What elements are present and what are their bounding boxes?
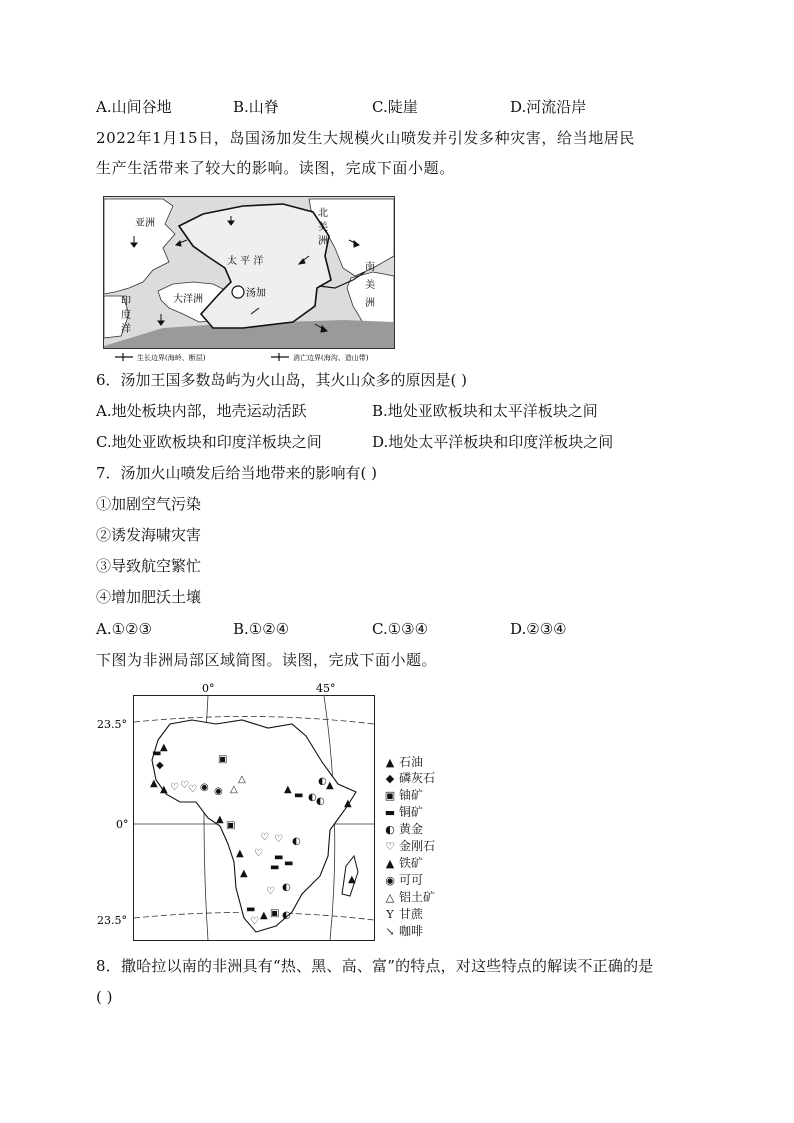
legend-diamond: ♡ 金刚石 [385,839,436,853]
q7-item-3: ③导致航空繁忙 [96,557,202,575]
q7-option-d: D.②③④ [510,620,567,638]
svg-text:♡: ♡ [274,834,283,845]
q7-option-b: B.①②④ [233,620,290,638]
svg-text:◐: ◐ [292,836,301,847]
diamond-icon: ♡ [385,840,395,853]
legend-uranium: ▣ 铀矿 [384,788,424,802]
label-oceania: 大洋洲 [173,294,203,305]
svg-text:▲: ▲ [216,814,224,825]
legend-copper: ▬ 铜矿 [384,805,424,819]
svg-text:▣: ▣ [226,820,236,831]
svg-text:▣: ▣ [270,908,280,919]
q6-option-c: C.地处亚欧板块和印度洋板块之间 [96,433,322,451]
q7-item-1: ①加剧空气污染 [96,495,202,513]
uranium-icon: ▣ [384,789,396,802]
svg-text:♡: ♡ [188,784,197,795]
q8-stem-line2: ( ) [96,988,113,1006]
intro-tonga-line2: 生产生活带来了较大的影响。读图，完成下面小题。 [96,159,455,177]
svg-text:▲: ▲ [160,784,168,795]
svg-text:◐: ◐ [282,882,291,893]
copper-icon: ▬ [384,806,396,819]
label-south-america-3: 洲 [365,298,375,309]
legend-coffee: ↘ 咖啡 [385,924,424,938]
q7-item-4: ④增加肥沃土壤 [96,588,202,606]
iron-icon: ▲ [385,857,395,870]
svg-text:▬: ▬ [274,852,284,863]
label-asia: 亚洲 [135,218,155,229]
label-south-america-2: 美 [365,280,375,291]
sugarcane-icon: Y [386,908,394,921]
svg-text:▲: ▲ [344,798,352,809]
q5-option-b: B.山脊 [233,98,279,116]
plate-map [103,196,395,368]
q5-option-d: D.河流沿岸 [510,98,587,116]
cocoa-icon: ◉ [385,874,395,887]
label-lon-45: 45° [316,682,336,695]
svg-text:◐: ◐ [308,792,317,803]
tonga-marker [232,286,244,298]
label-north-america-1: 北 [318,208,328,219]
q7-item-2: ②诱发海啸灾害 [96,526,202,544]
svg-text:♡: ♡ [180,780,189,791]
coffee-icon: ↘ [385,925,395,938]
legend-ridge: 生长边界(海岭、断层) [137,354,206,362]
svg-text:▬: ▬ [270,862,280,873]
svg-text:▬: ▬ [246,904,256,915]
q6-option-a: A.地处板块内部，地壳运动活跃 [96,402,307,420]
label-indian-ocean-1: 印 [121,296,131,307]
q7-stem: 7．汤加火山喷发后给当地带来的影响有( ) [96,464,378,482]
q6-option-d: D.地处太平洋板块和印度洋板块之间 [372,433,614,451]
q5-option-c: C.陡崖 [372,98,418,116]
label-indian-ocean-2: 度 [121,310,131,321]
legend-oil: ▲ 石油 [385,755,424,769]
legend-gold: ◐ 黄金 [385,822,424,836]
svg-text:◐: ◐ [282,910,291,921]
intro-tonga-line1: 2022年1月15日，岛国汤加发生大规模火山喷发并引发多种灾害，给当地居民 [96,129,636,147]
intro-africa: 下图为非洲局部区域简图。读图，完成下面小题。 [96,651,438,669]
svg-text:▬: ▬ [284,858,294,869]
svg-text:▲: ▲ [240,868,248,879]
phosphate-icon: ◆ [385,772,395,785]
legend-sugarcane: Y 甘蔗 [384,907,423,922]
q7-option-c: C.①③④ [372,620,429,638]
svg-text:◐: ◐ [316,796,325,807]
label-lat-equator: 0° [116,818,129,831]
svg-text:♡: ♡ [260,832,269,843]
q8-stem-line1: 8．撒哈拉以南的非洲具有“热、黑、高、富”的特点，对这些特点的解读不正确的是 [96,957,654,975]
svg-text:▲: ▲ [348,874,356,885]
gold-icon: ◐ [385,823,395,836]
svg-text:◆: ◆ [156,760,164,771]
svg-text:▲: ▲ [150,778,158,789]
svg-text:▲: ▲ [260,910,268,921]
legend-iron: ▲ 铁矿 [385,856,424,870]
svg-text:△: △ [230,784,238,795]
q5-option-a: A.山间谷地 [96,98,172,116]
svg-text:◉: ◉ [200,782,209,793]
bauxite-icon: △ [385,891,395,904]
legend-bauxite: △ 铝土矿 [385,890,436,904]
africa-map [96,680,376,946]
q6-stem: 6．汤加王国多数岛屿为火山岛，其火山众多的原因是( ) [96,371,468,389]
oil-icon: ▲ [385,756,395,769]
svg-text:▬: ▬ [152,748,162,759]
svg-text:♡: ♡ [170,782,179,793]
svg-text:▣: ▣ [218,754,228,765]
svg-text:♡: ♡ [266,886,275,897]
svg-text:♡: ♡ [250,916,259,927]
q7-option-a: A.①②③ [96,620,152,638]
legend-cocoa: ◉ 可可 [385,873,424,887]
legend-trench: 消亡边界(海沟、造山带) [293,354,369,362]
svg-text:▲: ▲ [284,784,292,795]
svg-text:▬: ▬ [294,790,304,801]
label-lon-0: 0° [202,682,215,695]
legend-phosphate: ◆ 磷灰石 [385,771,436,785]
label-lat-north: 23.5° [97,718,127,731]
label-pacific: 太 平 洋 [227,256,264,267]
q6-option-b: B.地处亚欧板块和太平洋板块之间 [372,402,598,420]
svg-text:◉: ◉ [214,786,223,797]
label-south-america-1: 南 [365,262,375,273]
svg-text:▲: ▲ [236,848,244,859]
label-tonga: 汤加 [246,288,266,299]
svg-text:△: △ [238,774,246,785]
svg-text:▲: ▲ [160,742,168,753]
svg-text:◐: ◐ [318,776,327,787]
label-indian-ocean-3: 洋 [121,324,131,335]
label-north-america-3: 洲 [318,236,328,247]
label-north-america-2: 美 [318,222,328,233]
svg-text:♡: ♡ [254,848,263,859]
label-lat-south: 23.5° [97,914,127,927]
svg-text:▲: ▲ [326,780,334,791]
